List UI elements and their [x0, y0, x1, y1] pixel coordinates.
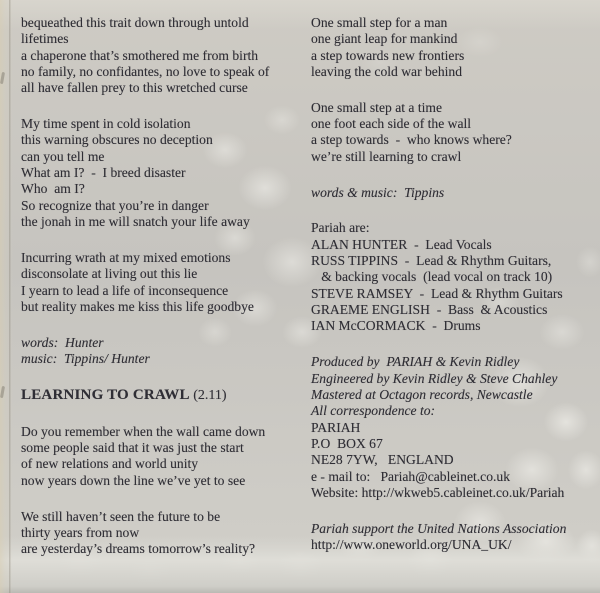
text-line: one foot each side of the wall	[311, 116, 472, 132]
text-line: a chaperone that’s smothered me from birth	[21, 47, 259, 63]
text-block	[21, 335, 303, 368]
text-line: P.O BOX 67	[311, 435, 383, 451]
text-line: now years down the line we’ve yet to see	[21, 472, 246, 488]
text-line: & backing vocals (lead vocal on track 10)	[311, 269, 553, 285]
text-line: One small step at a time	[311, 99, 442, 115]
text-block	[311, 521, 597, 554]
text-block	[311, 220, 597, 334]
text-line: RUSS TIPPINS - Lead & Rhythm Guitars,	[311, 253, 552, 269]
song-duration: (2.11)	[189, 387, 227, 403]
text-line: So recognize that you’re in danger	[21, 197, 209, 213]
text-line: a step towards - who knows where?	[311, 132, 512, 148]
text-line: thirty years from now	[21, 524, 140, 540]
text-line: PARIAH	[311, 419, 361, 435]
text-block	[311, 100, 597, 165]
text-line: IAN McCORMACK - Drums	[311, 318, 481, 334]
text-line: Pariah support the United Nations Association	[311, 520, 567, 536]
text-line: bequeathed this trait down through untold	[21, 15, 249, 30]
text-line: all have fallen prey to this wretched curse	[21, 80, 248, 96]
lyrics-column-left	[21, 15, 303, 558]
text-line: music: Tippins/ Hunter	[21, 351, 150, 367]
text-line: http://www.oneworld.org/UNA_UK/	[311, 537, 512, 553]
text-line: Engineered by Kevin Ridley & Steve Chahley	[311, 370, 558, 386]
text-line: but reality makes me kiss this life goodbye	[21, 298, 254, 314]
text-line: words: Hunter	[21, 334, 104, 350]
staple-mark	[0, 386, 5, 398]
text-line: GRAEME ENGLISH - Bass & Acoustics	[311, 302, 548, 318]
text-line: no family, no confidantes, no love to speak of	[21, 63, 270, 79]
text-line: Pariah are:	[311, 220, 370, 236]
staple-mark	[0, 72, 5, 84]
song-title-text: LEARNING TO CRAWL	[21, 386, 190, 403]
song-title	[21, 387, 303, 404]
text-line: a step towards new frontiers	[311, 47, 465, 63]
text-line: Website: http://wkweb5.cableinet.co.uk/Pariah	[311, 484, 565, 500]
song-title-block	[21, 387, 303, 404]
text-line: e - mail to: Pariah@cableinet.co.uk	[311, 468, 510, 484]
text-line: this warning obscures no deception	[21, 132, 213, 148]
text-line: What am I? - I breed disaster	[21, 165, 186, 181]
text-line: My time spent in cold isolation	[21, 116, 191, 132]
text-line: are yesterday’s dreams tomorrow’s reality?	[21, 541, 256, 557]
text-block	[311, 15, 597, 80]
text-line: one giant leap for mankind	[311, 31, 458, 47]
text-line: leaving the cold war behind	[311, 63, 462, 79]
text-line: I yearn to lead a life of inconsequence	[21, 282, 229, 298]
text-block	[21, 509, 303, 558]
text-line: STEVE RAMSEY - Lead & Rhythm Guitars	[311, 285, 563, 301]
text-line: lifetimes	[21, 31, 69, 47]
text-line: the jonah in me will snatch your life away	[21, 214, 250, 230]
text-block	[311, 185, 597, 201]
text-line: NE28 7YW, ENGLAND	[311, 452, 454, 468]
text-block	[21, 116, 303, 230]
text-line: We still haven’t seen the future to be	[21, 508, 221, 524]
text-line: words & music: Tippins	[311, 184, 445, 200]
text-line: Who am I?	[21, 181, 85, 197]
text-line: Mastered at Octagon records, Newcastle	[311, 386, 533, 402]
text-block	[21, 250, 303, 315]
text-line: disconsolate at living out this lie	[21, 266, 198, 282]
text-block	[21, 15, 303, 97]
text-line: can you tell me	[21, 148, 105, 164]
text-line: ALAN HUNTER - Lead Vocals	[311, 236, 492, 252]
text-block	[311, 354, 597, 501]
text-line: All correspondence to:	[311, 403, 436, 419]
text-line: of new relations and world unity	[21, 456, 199, 472]
text-line: One small step for a man	[311, 15, 448, 30]
text-line: Do you remember when the wall came down	[21, 423, 266, 439]
text-line: we’re still learning to crawl	[311, 148, 462, 164]
text-line: some people said that it was just the start	[21, 440, 244, 456]
text-block	[21, 424, 303, 489]
text-line: Incurring wrath at my mixed emotions	[21, 249, 231, 265]
credits-column-right	[311, 15, 597, 553]
text-line: Produced by PARIAH & Kevin Ridley	[311, 354, 520, 370]
